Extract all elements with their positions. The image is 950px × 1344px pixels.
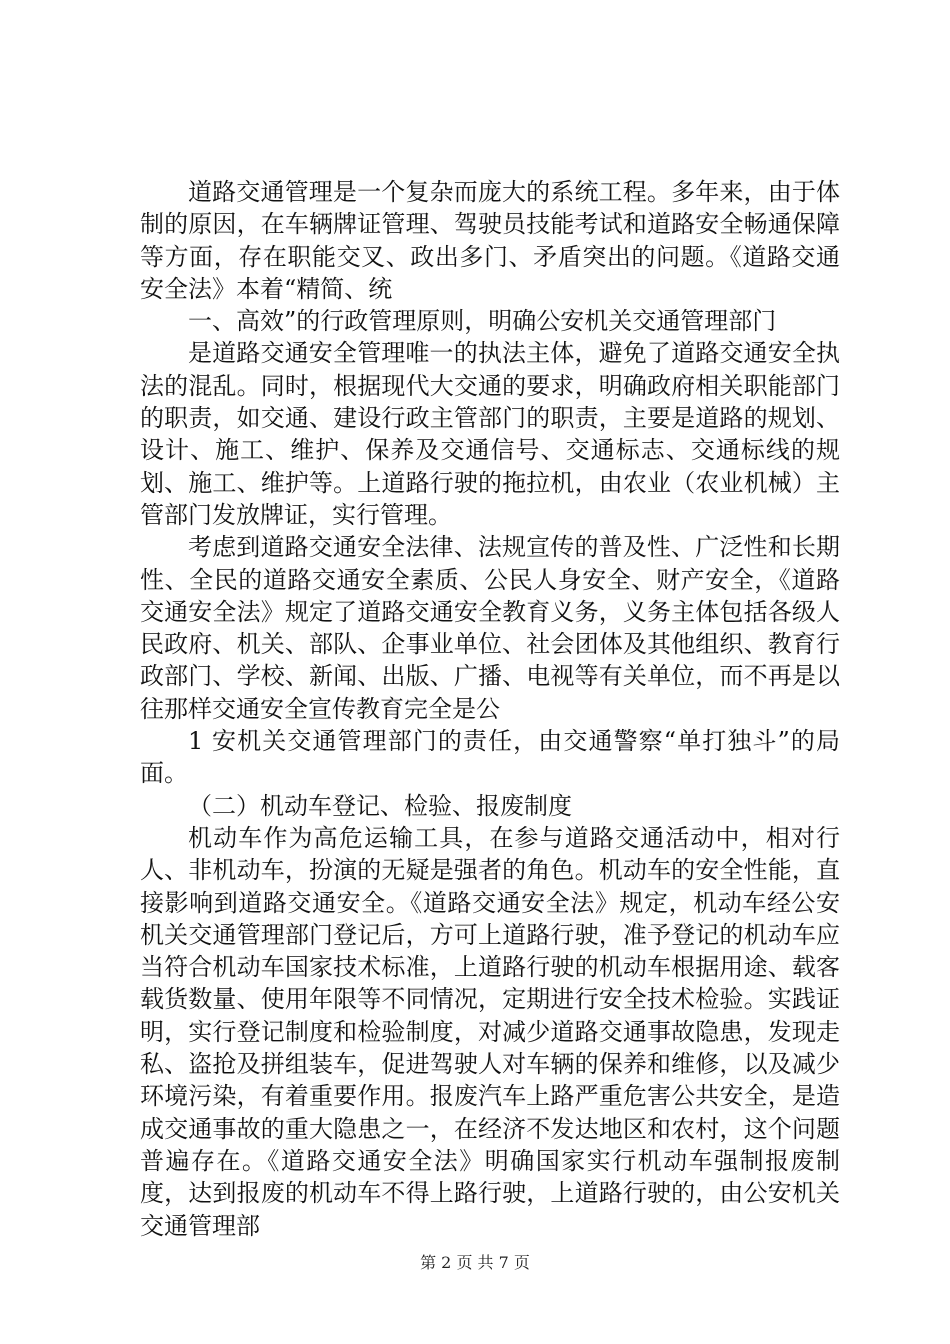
page-number: 第 2 页 共 7 页 bbox=[420, 1253, 530, 1272]
paragraph-1: 道路交通管理是一个复杂而庞大的系统工程。多年来，由于体制的原因，在车辆牌证管理、驾驶员技能考试和道路安全畅通保障等方面，存在职能交叉、政出多门、矛盾突出的问题。《道路交通安全法》本着“精简、统 bbox=[140, 178, 840, 303]
paragraph-6: 机动车作为高危运输工具，在参与道路交通活动中，相对行人、非机动车，扮演的无疑是强者的角色。机动车的安全性能，直接影响到道路交通安全。《道路交通安全法》规定，机动车经公安机关交通管理部门登记后，方可上道路行驶，准予登记的机动车应当符合机动车国家技术标准，上道路行驶的机动车根据用途、载客载货数量、使用年限等不同情况，定期进行安全技术检验。实践证明，实行登记制度和检验制度，对减少道路交通事故隐患，发现走私、盗抢及拼组装车，促进驾驶人对车辆的保养和维修，以及减少环境污染，有着重要作用。报废汽车上路严重危害公共安全，是造成交通事故的重大隐患之一，在经济不发达地区和农村，这个问题普遍存在。《道路交通安全法》明确国家实行机动车强制报废制度，达到报废的机动车不得上路行驶，上道路行驶的，由公安机关交通管理部 bbox=[140, 823, 840, 1240]
paragraph-3: 是道路交通安全管理唯一的执法主体，避免了道路交通安全执法的混乱。同时，根据现代大交通的要求，明确政府相关职能部门的职责，如交通、建设行政主管部门的职责，主要是道路的规划、设计、施工、维护、保养及交通信号、交通标志、交通标线的规划、施工、维护等。上道路行驶的拖拉机，由农业（农业机械）主管部门发放牌证，实行管理。 bbox=[140, 339, 840, 529]
document-body bbox=[140, 176, 840, 1242]
paragraph-5: 1 安机关交通管理部门的责任，由交通警察“单打独斗”的局面。 bbox=[140, 727, 840, 788]
paragraph-2: 一、高效”的行政管理原则，明确公安机关交通管理部门 bbox=[188, 307, 777, 336]
paragraph-4: 考虑到道路交通安全法律、法规宣传的普及性、广泛性和长期性、全民的道路交通安全素质、公民人身安全、财产安全，《道路交通安全法》规定了道路交通安全教育义务，义务主体包括各级人民政府、机关、部队、企事业单位、社会团体及其他组织、教育行政部门、学校、新闻、出版、广播、电视等有关单位，而不再是以往那样交通安全宣传教育完全是公 bbox=[140, 533, 840, 723]
page-footer bbox=[0, 1253, 950, 1273]
section-heading: （二）机动车登记、检验、报废制度 bbox=[188, 791, 572, 820]
